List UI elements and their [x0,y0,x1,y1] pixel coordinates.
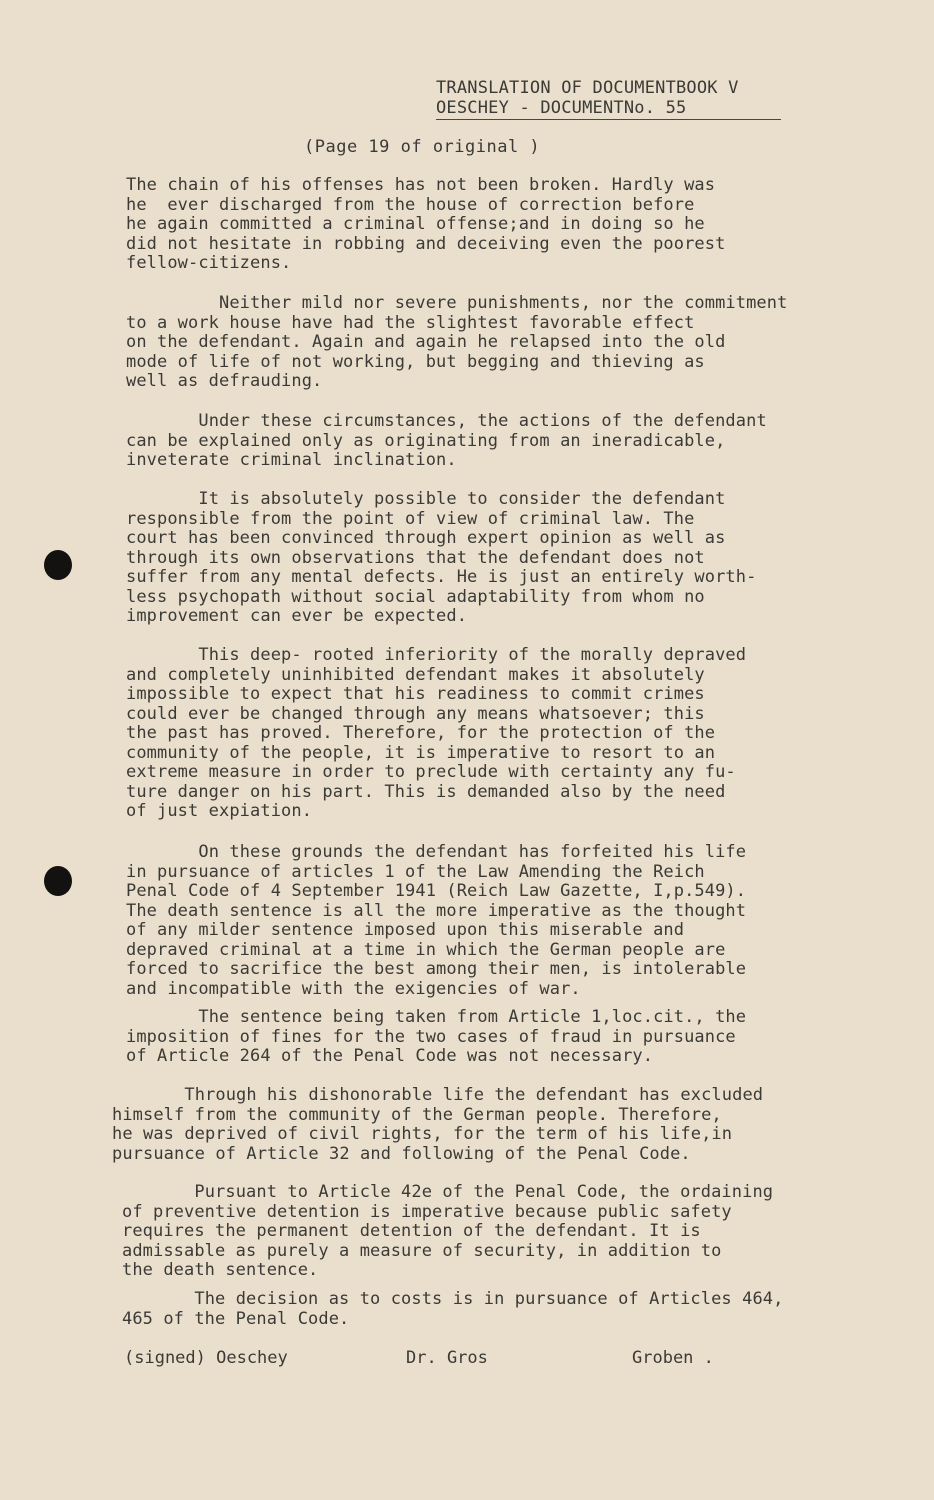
paragraph-10: The decision as to costs is in pursuance of Articles 464, 465 of the Penal Code. [122,1289,784,1329]
paragraph-9: Pursuant to Article 42e of the Penal Code, the ordaining of preventive detention is imperative because public safety requires the permanent detention of the defendant. It is admissable as purely a measure of security, in addition to the death sentence. [122,1182,774,1280]
signature-groben: Groben . [632,1348,714,1368]
document-header [436,78,781,120]
paragraph-8: Through his dishonorable life the defendant has excluded himself from the community of the German people. Therefore, he was deprived of civil rights, for the term of his life,in pursuance of Article 32 and following of the Penal Code. [112,1085,764,1164]
paragraph-7: The sentence being taken from Article 1,loc.cit., the imposition of fines for the two cases of fraud in pursuance of Article 264 of the Penal Code was not necessary. [126,1007,747,1066]
paragraph-1: The chain of his offenses has not been broken. Hardly was he ever discharged from the house of correction before he again committed a criminal offense;and in doing so he did not hesitate in robbing and deceiving even the poorest fellow-citizens. [126,175,726,273]
header-title: TRANSLATION OF DOCUMENTBOOK V [436,78,739,98]
paragraph-6: On these grounds the defendant has forfeited his life in pursuance of articles 1 of the Law Amending the Reich Penal Code of 4 September 1941 (Reich Law Gazette, I,p.549). The death sentence is all the more imperative as the thought of any milder sentence imposed upon this miserable and depraved criminal at a time in which the German people are forced to sacrifice the best among their men, is intolerable and incompatible with the exigencies of war. [126,842,747,999]
signature-gros: Dr. Gros [406,1348,488,1368]
punch-hole-lower [44,866,72,896]
header-document-number: OESCHEY - DOCUMENTNo. 55 [436,98,781,120]
paragraph-3: Under these circumstances, the actions of the defendant can be explained only as originating from an ineradicable, inveterate criminal inclination. [126,411,767,470]
punch-hole-upper [44,550,72,580]
page-reference: (Page 19 of original ) [304,137,541,157]
signature-oeschey: (signed) Oeschey [124,1348,288,1368]
paragraph-4: It is absolutely possible to consider the defendant responsible from the point of view of criminal law. The court has been convinced through expert opinion as well as through its own observations that the defendant does not suffer from any mental defects. He is just an entirely worth- less psychopath without social adaptability from whom no improvement can ever be expected. [126,489,757,626]
paragraph-5: This deep- rooted inferiority of the morally depraved and completely uninhibited defendant makes it absolutely impossible to expect that his readiness to commit crimes could ever be changed through any means whatsoever; this the past has proved. Therefore, for the protection of the community of the people, it is imperative to resort to an extreme measure in order to preclude with certainty any fu- ture danger on his part. This is demanded also by the need of just expiation. [126,645,747,821]
paragraph-2: Neither mild nor severe punishments, nor the commitment to a work house have had the slightest favorable effect on the defendant. Again and again he relapsed into the old mode of life of not working, but begging and thieving as well as defrauding. [126,293,788,391]
